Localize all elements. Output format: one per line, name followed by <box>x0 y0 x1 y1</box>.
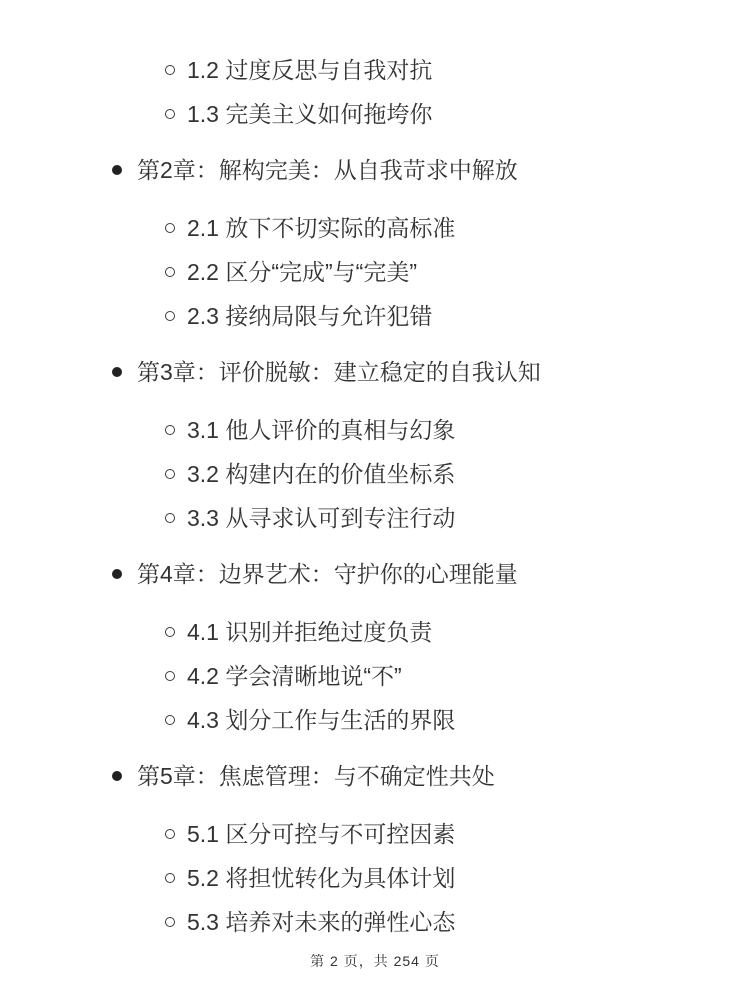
circle-bullet-icon <box>165 223 175 233</box>
toc-section-item <box>0 620 750 644</box>
toc-section-label: 5.2 将担忧转化为具体计划 <box>187 865 456 891</box>
disc-bullet-icon <box>112 569 122 579</box>
toc-section-label: 3.1 他人评价的真相与幻象 <box>187 417 456 443</box>
toc-section-item <box>0 506 750 530</box>
toc-chapter-label: 第4章：边界艺术：守护你的心理能量 <box>137 561 518 587</box>
toc-section-label: 4.3 划分工作与生活的界限 <box>187 707 456 733</box>
toc-section-label: 4.2 学会清晰地说“不” <box>187 663 402 689</box>
toc-section-item <box>0 822 750 846</box>
disc-bullet-icon <box>112 367 122 377</box>
toc-chapter-label: 第5章：焦虑管理：与不确定性共处 <box>137 763 495 789</box>
toc-chapter-item <box>0 764 750 788</box>
toc-chapter-label: 第2章：解构完美：从自我苛求中解放 <box>137 157 518 183</box>
toc-section-item <box>0 418 750 442</box>
toc-chapter-item <box>0 360 750 384</box>
page-number-indicator: 第 2 页，共 254 页 <box>310 953 440 969</box>
circle-bullet-icon <box>165 917 175 927</box>
circle-bullet-icon <box>165 267 175 277</box>
toc-section-item <box>0 216 750 240</box>
circle-bullet-icon <box>165 311 175 321</box>
toc-section-item <box>0 304 750 328</box>
toc-section-label: 2.3 接纳局限与允许犯错 <box>187 303 433 329</box>
toc-section-item <box>0 462 750 486</box>
disc-bullet-icon <box>112 165 122 175</box>
toc-section-label: 1.3 完美主义如何拖垮你 <box>187 101 433 127</box>
toc-chapter-item <box>0 562 750 586</box>
toc-section-item <box>0 866 750 890</box>
circle-bullet-icon <box>165 671 175 681</box>
disc-bullet-icon <box>112 771 122 781</box>
toc-chapter-item <box>0 158 750 182</box>
toc-section-label: 4.1 识别并拒绝过度负责 <box>187 619 433 645</box>
toc-chapter-label: 第3章：评价脱敏：建立稳定的自我认知 <box>137 359 541 385</box>
circle-bullet-icon <box>165 715 175 725</box>
circle-bullet-icon <box>165 829 175 839</box>
toc-section-item <box>0 910 750 934</box>
toc-section-label: 5.3 培养对未来的弹性心态 <box>187 909 456 935</box>
circle-bullet-icon <box>165 469 175 479</box>
toc-section-label: 2.2 区分“完成”与“完美” <box>187 259 417 285</box>
circle-bullet-icon <box>165 513 175 523</box>
toc-section-label: 1.2 过度反思与自我对抗 <box>187 57 433 83</box>
toc-section-item <box>0 664 750 688</box>
toc-section-label: 3.2 构建内在的价值坐标系 <box>187 461 456 487</box>
toc-section-item <box>0 708 750 732</box>
toc-section-item <box>0 260 750 284</box>
circle-bullet-icon <box>165 873 175 883</box>
toc-section-item <box>0 58 750 82</box>
toc-section-label: 5.1 区分可控与不可控因素 <box>187 821 456 847</box>
toc-section-item <box>0 102 750 126</box>
circle-bullet-icon <box>165 627 175 637</box>
toc-section-label: 2.1 放下不切实际的高标准 <box>187 215 456 241</box>
circle-bullet-icon <box>165 109 175 119</box>
circle-bullet-icon <box>165 65 175 75</box>
circle-bullet-icon <box>165 425 175 435</box>
toc-section-label: 3.3 从寻求认可到专注行动 <box>187 505 456 531</box>
